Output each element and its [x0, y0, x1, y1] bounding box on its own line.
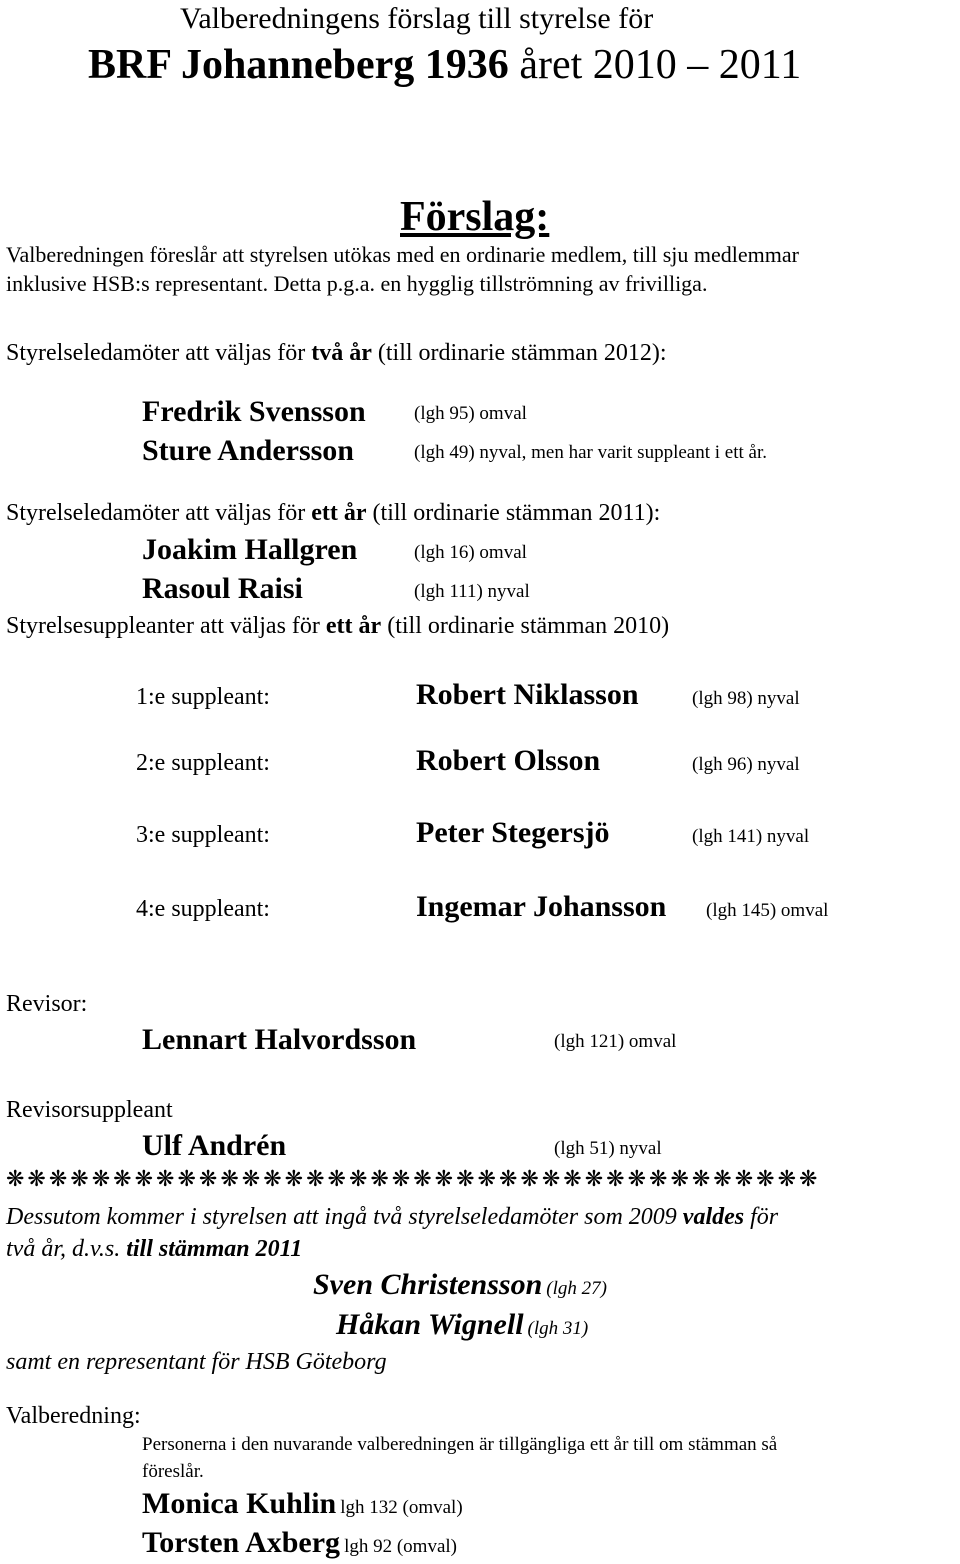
proposal-heading: Förslag:: [400, 194, 550, 240]
member-info: (lgh 95) omval: [414, 403, 527, 424]
proposal-text-2: inklusive HSB:s representant. Detta p.g.a. en hygglig tillströmning av frivilliga.: [6, 271, 708, 296]
title-line2: [88, 44, 801, 86]
title-year: året 2010 – 2011: [508, 42, 802, 88]
nomination-member: Torsten Axberg lgh 92 (omval): [142, 1526, 457, 1559]
auditor-info: (lgh 121) omval: [554, 1031, 677, 1052]
substitute-info: (lgh 96) nyval: [692, 754, 800, 775]
substitute-name: Robert Niklasson: [416, 678, 639, 711]
substitute-name: Robert Olsson: [416, 744, 601, 777]
member-info: (lgh 111) nyval: [414, 581, 530, 602]
elected-member: Håkan Wignell (lgh 31): [336, 1308, 589, 1341]
member-name: Sture Andersson: [142, 434, 354, 467]
title-association: BRF Johanneberg 1936: [88, 42, 509, 88]
substitute-label: 3:e suppleant:: [136, 822, 270, 848]
nomination-member: Monica Kuhlin lgh 132 (omval): [142, 1487, 463, 1520]
proposal-text-1: Valberedningen föreslår att styrelsen utökas med en ordinarie medlem, till sju medlemmar: [6, 242, 799, 267]
substitute-label: 2:e suppleant:: [136, 750, 270, 776]
substitute-label: 4:e suppleant:: [136, 896, 270, 922]
nomination-label: Valberedning:: [6, 1403, 141, 1429]
member-name: Joakim Hallgren: [142, 533, 358, 566]
star-separator: ❋❋❋❋❋❋❋❋❋❋❋❋❋❋❋❋❋❋❋❋❋❋❋❋❋❋❋❋❋❋❋❋❋❋❋❋❋❋: [6, 1166, 821, 1191]
member-info: (lgh 49) nyval, men har varit suppleant i ett år.: [414, 442, 767, 463]
substitute-info: (lgh 145) omval: [706, 900, 829, 921]
auditor-label: Revisor:: [6, 991, 88, 1017]
elected-member: Sven Christensson (lgh 27): [313, 1268, 607, 1301]
substitute-name: Peter Stegersjö: [416, 816, 610, 849]
substitute-info: (lgh 141) nyval: [692, 826, 810, 847]
auditor-sub-info: (lgh 51) nyval: [554, 1138, 662, 1159]
two-year-heading: Styrelseledamöter att väljas för två år (till ordinarie stämman 2012):: [6, 340, 667, 366]
nomination-text-1: Personerna i den nuvarande valberedningen är tillgängliga ett år till om stämman så: [142, 1434, 778, 1455]
substitute-info: (lgh 98) nyval: [692, 688, 800, 709]
substitutes-heading: Styrelsesuppleanter att väljas för ett år (till ordinarie stämman 2010): [6, 613, 670, 639]
member-name: Rasoul Raisi: [142, 572, 303, 605]
substitute-name: Ingemar Johansson: [416, 890, 667, 923]
auditor-name: Lennart Halvordsson: [142, 1023, 417, 1056]
substitute-label: 1:e suppleant:: [136, 684, 270, 710]
auditor-sub-name: Ulf Andrén: [142, 1129, 287, 1162]
also-text-2: två år, d.v.s. till stämman 2011: [6, 1236, 303, 1262]
one-year-heading: Styrelseledamöter att väljas för ett år (till ordinarie stämman 2011):: [6, 500, 661, 526]
also-text-1: Dessutom kommer i styrelsen att ingå två styrelseledamöter som 2009 valdes för: [6, 1204, 779, 1230]
auditor-sub-label: Revisorsuppleant: [6, 1097, 173, 1123]
member-info: (lgh 16) omval: [414, 542, 527, 563]
hsb-representative: samt en representant för HSB Göteborg: [6, 1349, 387, 1375]
title-line1: Valberedningens förslag till styrelse för: [180, 2, 654, 35]
nomination-text-2: föreslår.: [142, 1461, 204, 1482]
member-name: Fredrik Svensson: [142, 395, 366, 428]
